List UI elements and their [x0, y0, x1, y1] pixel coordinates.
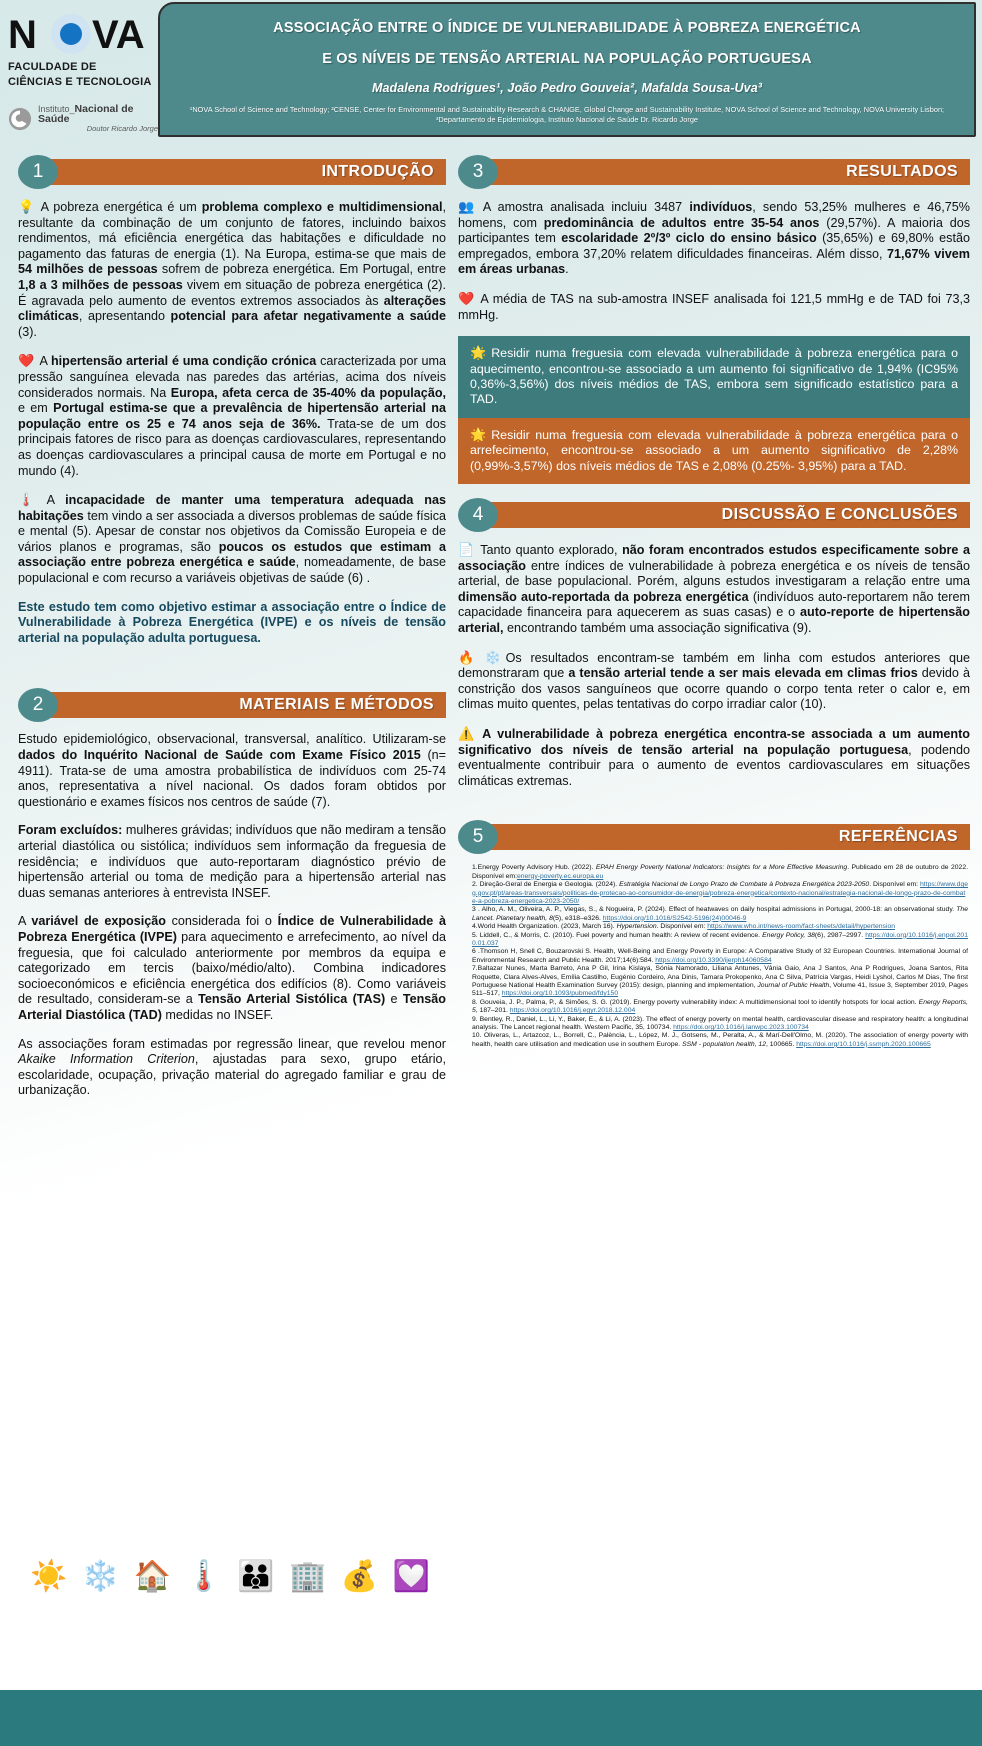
- document-icon: 📄: [458, 542, 476, 557]
- methods-p4-b: Akaike Information Criterion: [18, 1052, 195, 1067]
- intro-p2-d: Europa, afeta cerca de 35-40% da população,: [170, 385, 447, 400]
- ref3-b: (5), e318–e326.: [552, 914, 603, 922]
- section-title-materiais: MATERIAIS E MÉTODOS: [239, 696, 434, 714]
- ref8-i: Energy Reports, 5: [472, 998, 968, 1015]
- intro-p2-c: caracterizada por uma pressão sanguínea elevada nas paredes das artérias, acima dos níveis considerados normais. Na: [18, 354, 446, 400]
- results-p1-f: escolaridade 2º/3º ciclo do ensino básico: [561, 231, 817, 246]
- results-p1-i: .: [565, 262, 569, 277]
- intro-p3-e: , nomeadamente, de base populacional e com recurso a variáveis objetivas de saúde (6) .: [18, 555, 446, 586]
- highlight-box-heating: [458, 336, 970, 418]
- section-bar-discussao: [480, 502, 970, 528]
- ref4-a: 4.World Health Organization. (2023, March 16).: [472, 923, 617, 931]
- ref1-b: . Publicado em 28 de outubro de 2022. Disponível em:: [472, 864, 968, 880]
- ref8-link[interactable]: https://doi.org/10.1016/j.egyr.2018.12.004: [509, 1007, 636, 1015]
- reference-list: [472, 864, 968, 1049]
- footer-band: [0, 1690, 982, 1746]
- disc-p2-b: a tensão arterial tende a ser mais elevada em climas frios: [568, 666, 918, 681]
- disc-p1-d: dimensão auto-reportada da pobreza energética: [458, 589, 749, 604]
- discussion-paragraph-3: [458, 726, 970, 789]
- thermometer-icon: 🌡️: [18, 492, 42, 508]
- heart-icon: ❤️: [18, 353, 35, 369]
- money-icon: 💰: [340, 1560, 379, 1593]
- insa-text: [38, 104, 158, 134]
- discussion-paragraph-2: [458, 650, 970, 713]
- study-objective: Este estudo tem como objetivo estimar a associação entre o Índice de Vulnerabilidade à Pobreza Energética (IVPE) e os níveis de tensão arterial na população adulta portuguesa.: [18, 599, 446, 645]
- family-icon: 👪: [237, 1560, 275, 1593]
- ref8-b: , 187–201.: [475, 1007, 510, 1015]
- intro-p3-b: incapacidade de manter uma temperatura adequada nas habitações: [18, 493, 446, 523]
- ref4-b: . Disponível em:: [656, 923, 708, 931]
- insa-mark-icon: [8, 106, 32, 132]
- disc-p2-a: Os resultados encontram-se também em linha com estudos anteriores que demonstraram que: [458, 650, 970, 681]
- ref10-link[interactable]: https://doi.org/10.1016/j.ssmph.2020.100665: [796, 1040, 931, 1048]
- section-number-discussao: 4: [458, 498, 498, 532]
- reference-item-1: [472, 864, 968, 881]
- disc-p2-c: devido à constrição dos vasos sanguíneos que ocorre quando o corpo tenta reter o calor e, em climas muito quentes, pelas tentativas do corpo irradiar calor (10).: [458, 666, 970, 712]
- logo-group: [8, 14, 158, 134]
- heartbeat-icon: 💟: [392, 1560, 430, 1593]
- section-bar-materiais: [40, 692, 446, 718]
- intro-p1-g: vivem em situação de pobreza energética (2). É agravada pelo aumento de eventos extremos associados às: [18, 277, 446, 308]
- methods-p3-c: considerada foi o: [165, 914, 278, 929]
- ref2-a: 2. Direção-Geral de Energia e Geologia. (2024).: [472, 881, 620, 889]
- highlight-box-cooling: [458, 418, 970, 484]
- results-p1-a: A amostra analisada incluiu 3487: [482, 200, 690, 214]
- svg-text:VA: VA: [92, 14, 145, 57]
- disc-p3-a: A vulnerabilidade à pobreza energética encontra-se associada a um aumento significativo dos níveis de tensão arterial na população portuguesa: [458, 726, 970, 757]
- ref7-link[interactable]: https://doi.org/10.1093/pubmed/fdy150: [501, 990, 619, 998]
- methods-p2-b: mulheres grávidas; indivíduos que não mediram a tensão arterial diastólica ou sistólica; indivíduos sem informação da freguesia de residência; e indivíduos que auto-reportaram diagnóstico prévio de hipertensão arterial ou toma de medição para a hipertensão arterial nas duas semanas anteriores à entrevista INSEF.: [18, 823, 446, 900]
- section-number-resultados: 3: [458, 155, 498, 189]
- intro-p2-a: A: [39, 354, 51, 369]
- methods-p4-a: As associações foram estimadas por regressão linear, que revelou menor: [18, 1036, 446, 1051]
- highlight-heating-text: Residir numa freguesia com elevada vulnerabilidade à pobreza energética para o aquecimento, encontrou-se associado a um aumento foi significativo de 1,94% (IC95% 0,36%-3,56%) dos níveis médios de TAS, embora sem significado estatístico para a TAD.: [470, 346, 958, 407]
- insa-main: Nacional de Saúde: [38, 103, 134, 125]
- ref10-a: 10. Oliveras, L., Artazcoz, L., Borrell, C., Palència, L., López, M. J., Gotsens, M., Peralta, A., & Marí-Dell'Olmo, M. (2020). The association of energy poverty with health, health care utilisation and medication use in southern Europe.: [472, 1032, 968, 1048]
- section-header-materiais: [18, 688, 446, 722]
- ref7-b: , Volume 41, Issue 3, September 2019, Pages 511–517,: [472, 982, 968, 998]
- intro-p1-h: alterações climáticas: [18, 293, 446, 324]
- ref10-i: SSM - population health, 12: [682, 1040, 766, 1048]
- nova-logo-icon: [8, 14, 154, 58]
- author-list: Madalena Rodrigues¹, João Pedro Gouveia², Mafalda Sousa-Uva³: [371, 81, 763, 95]
- ref9-a: 9. Bentley, R., Daniel, L., Li, Y., Baker, E., & Li, A. (2023). The effect of energy poverty on mental health, cardiovascular disease and respiratory health: a longitudinal analysis. The Lancet regional health. Western Pacific, 35, 100734.: [472, 1015, 968, 1032]
- section-title-introducao: INTRODUÇÃO: [321, 163, 434, 180]
- ref8-a: 8. Gouveia, J. P., Palma, P., & Simões, S. G. (2019). Energy poverty vulnerability index: A multidimensional tool to identify hotspots for local action.: [472, 998, 919, 1006]
- discussion-paragraph-1: [458, 542, 970, 637]
- ref1-a: 1.Energy Poverty Advisory Hub. (2022).: [472, 864, 596, 872]
- poster-title-line-1: ASSOCIAÇÃO ENTRE O ÍNDICE DE VULNERABILIDADE À POBREZA ENERGÉTICA: [273, 20, 861, 36]
- disc-p1-b: não foram encontrados estudos especificamente sobre a associação: [458, 543, 970, 573]
- section-header-discussao: [458, 498, 970, 532]
- ref6-a: 6 .Thomson H, Snell C, Bouzarovski S. Health, Well-Being and Energy Poverty in Europe: A Comparative Study of 32 European Countries. International Journal of Environmental Research and Public Health. 2017;14(6):584.: [472, 948, 968, 964]
- poster-header: [0, 0, 982, 146]
- intro-paragraph-3: [18, 492, 446, 587]
- intro-p1-a: A pobreza energética é um: [40, 200, 202, 214]
- ref2-b: . Disponível em:: [869, 881, 921, 889]
- results-p1-g: (35,65%) e 69,80% estão empregados, embora 37,20% relatem dificuldades financeiras. Além disso,: [458, 231, 970, 261]
- methods-p1-b: dados do Inquérito Nacional de Saúde com Exame Físico 2015: [18, 748, 421, 763]
- ref6-link[interactable]: https://doi.org/10.3390/ijerph14060584: [655, 956, 772, 964]
- nova-faculty-line2: CIÊNCIAS E TECNOLOGIA: [8, 76, 152, 88]
- ref10-b: , 100665.: [765, 1040, 797, 1048]
- lightbulb-icon: 💡: [18, 199, 36, 214]
- intro-p1-f: 1,8 a 3 milhões de pessoas: [18, 277, 183, 292]
- methods-p4-c: , ajustadas para sexo, grupo etário, escolaridade, ocupação, privação material do agregado familiar e grau de urbanização.: [18, 1052, 446, 1098]
- methods-p2-a: Foram excluídos:: [18, 823, 123, 838]
- snowflake-icon: ❄️: [484, 649, 501, 665]
- sun-icon: ☀️: [30, 1560, 68, 1593]
- intro-p2-f: Portugal estima-se que a prevalência de hipertensão arterial na população entre os 25 e 74 anos seja de 36%.: [18, 401, 447, 431]
- methods-p3-d: Índice de Vulnerabilidade à Pobreza Energética (IVPE): [18, 914, 446, 944]
- ref3-link[interactable]: https://doi.org/10.1016/S2542-5196(24)00046-9: [602, 914, 747, 922]
- reference-item-9: [472, 1016, 968, 1033]
- methods-p3-g: e: [385, 992, 403, 1007]
- snowflake-icon-footer: ❄️: [81, 1560, 120, 1593]
- building-icon: 🏢: [288, 1560, 327, 1593]
- methods-p1-a: Estudo epidemiológico, observacional, transversal, analítico. Utilizaram-se: [18, 732, 446, 747]
- intro-paragraph-1: [18, 199, 446, 340]
- methods-paragraph-1: [18, 732, 446, 810]
- nova-faculty-line1: FACULDADE DE: [8, 61, 97, 73]
- ref5-b: (6), 2987–2997.: [814, 931, 866, 939]
- decorative-icon-row: [30, 1560, 430, 1594]
- people-icon: 👥: [458, 199, 478, 214]
- intro-p2-e: e em: [18, 401, 54, 416]
- reference-item-5: [472, 932, 968, 949]
- reference-item-3: [472, 906, 968, 923]
- heart-icon-results: ❤️: [458, 290, 476, 306]
- results-p1-e: (29,57%). A maioria dos participantes tem: [458, 215, 971, 246]
- section-bar-resultados: [480, 159, 970, 185]
- section-number-referencias: 5: [458, 820, 498, 854]
- section-number-materiais: 2: [18, 688, 58, 722]
- intro-p1-b: problema complexo e multidimensional: [201, 200, 443, 214]
- ref1-link[interactable]: energy-poverty.ec.europa.eu: [516, 872, 604, 880]
- intro-paragraph-2: [18, 353, 446, 479]
- ref5-link[interactable]: https://doi.org/10.1016/j.enpol.2010.01.037: [472, 931, 968, 947]
- disc-p1-g: encontrando também uma associação significativa (9).: [503, 620, 812, 635]
- results-paragraph-2: [458, 291, 970, 323]
- results-paragraph-1: [458, 199, 970, 278]
- left-column: [18, 155, 446, 1112]
- ref2-i: Estratégia Nacional de Longo Prazo de Combate à Pobreza Energética 2023-2050: [619, 881, 870, 889]
- disc-p1-a: Tanto quanto explorado,: [480, 543, 623, 557]
- affiliations: ¹NOVA School of Science and Technology; ²CENSE, Center for Environmental and Sustainability Research & CHANGE, Global Change and Sustainability Institute, NOVA School of Science and Technology, NOVA University Lisbon; ³Departamento de Epidemiologia, Instituto Nacional de Saúde Dr. Ricardo Jorge: [189, 105, 945, 124]
- disc-p3-b: , podendo eventualmente contribuir para o aumento de eventos cardiovasculares em situações climáticas extremas.: [458, 742, 970, 788]
- disc-p1-f: auto-reporte de hipertensão arterial,: [458, 605, 971, 635]
- poster-title-line-2: E OS NÍVEIS DE TENSÃO ARTERIAL NA POPULAÇÃO PORTUGUESA: [322, 51, 812, 67]
- reference-item-10: [472, 1032, 968, 1049]
- intro-p2-g: Trata-se de um dos principais fatores de risco para as doenças cardiovasculares, representando as doenças cardiovasculares a principal causa de morte em Portugal e no mundo (4).: [18, 416, 446, 478]
- methods-p3-f: Tensão Arterial Sistólica (TAS): [198, 992, 386, 1007]
- right-column: [458, 155, 970, 1049]
- intro-p3-d: poucos os estudos que estimam a associação entre pobreza energética e saúde: [18, 539, 447, 570]
- results-p1-b: indivíduos: [689, 200, 753, 214]
- methods-paragraph-3: [18, 914, 446, 1023]
- ref4-i: Hypertension: [616, 923, 657, 931]
- section-header-introducao: [18, 155, 446, 189]
- section-header-resultados: [458, 155, 970, 189]
- insa-sub: Doutor Ricardo Jorge: [86, 124, 158, 133]
- insa-logo-group: [8, 104, 158, 134]
- methods-paragraph-4: [18, 1037, 446, 1099]
- ref7-a: 7.Baltazar Nunes, Marta Barreto, Ana P Gil, Irina Kislaya, Sónia Namorado, Liliana Antunes, Vânia Gaio, Ana J Santos, Ana P Rodrigues, Joana Santos, Rita Roquette, Clara Alves-Alves, Emília Castilho, Eugénio Cordeiro, Ana Dinis, Tamara Prokopenko, Ana C Silva, Patrícia Vargas, Heidi Lyshol, Carlos M Dias, The first Portuguese National Health Examination Survey (2015): design, planning and implementation,: [472, 965, 968, 989]
- ref5-i: Energy Policy, 38: [762, 931, 815, 939]
- section-bar-referencias: [480, 824, 970, 850]
- ref9-link[interactable]: https://doi.org/10.1016/j.lanwpc.2023.100734: [673, 1024, 809, 1032]
- methods-p3-h: Tensão Arterial Diastólica (TAD): [18, 992, 446, 1022]
- section-title-discussao: DISCUSSÃO E CONCLUSÕES: [721, 506, 958, 523]
- section-number-introducao: 1: [18, 155, 58, 189]
- reference-item-8: [472, 999, 968, 1016]
- intro-p1-d: 54 milhões de pessoas: [18, 262, 158, 277]
- star-icon-cooling: 🌟: [470, 426, 489, 442]
- ref2-link[interactable]: https://www.dgeg.gov.pt/pt/areas-transversais/politicas-de-protecao-ao-consumidor-de-energia/pobreza-energetica/contexto-nacional/estrategia-nacional-de-longo-prazo-de-combate-a-pobreza-energetica-2023-2050/: [472, 881, 969, 905]
- intro-p1-c: , resultante da combinação de um conjunto de fatores, incluindo baixos rendimentos, má eficiência energética das habitações e dificuldade no pagamento das faturas de energia (1). Na Europa, estima-se que mais de: [18, 200, 446, 261]
- reference-item-2: [472, 881, 968, 906]
- disc-p1-c: entre índices de vulnerabilidade à pobreza energética e os níveis de tensão arterial, de base populacional. Porém, alguns estudos investigaram a relação entre uma: [458, 558, 970, 589]
- thermometer-icon-footer: 🌡️: [185, 1560, 223, 1593]
- intro-p3-a: A: [46, 493, 66, 508]
- results-p1-c: , sendo 53,25% mulheres e 46,75% homens, com: [458, 200, 970, 230]
- ref3-a: 3 . Alho, A. M., Oliveira, A. P., Viegas, S., & Nogueira, P. (2024). Effect of heatwaves on daily hospital admissions in Portugal, 2000-18: an observational study.: [472, 906, 957, 914]
- intro-p1-i: , apresentando: [78, 309, 171, 324]
- ref5-a: 5. Liddell, C., & Morris, C. (2010). Fuel poverty and human health: A review of recent evidence.: [472, 931, 763, 939]
- section-bar-introducao: [40, 159, 446, 185]
- house-icon: 🏠: [133, 1560, 171, 1593]
- ref1-i: EPAH Energy Poverty National Indicators: Insights for a More Effective Measuring: [595, 864, 848, 872]
- methods-p3-i: medidas no INSEF.: [161, 1007, 274, 1022]
- ref7-i: Journal of Public Health: [757, 982, 830, 989]
- reference-item-7: [472, 965, 968, 999]
- reference-item-6: [472, 948, 968, 965]
- reference-item-4: [472, 923, 968, 931]
- svg-text:N: N: [8, 14, 37, 57]
- results-p1-d: predominância de adultos entre 35-54 anos: [543, 215, 820, 230]
- intro-p1-j: potencial para afetar negativamente a saúde: [170, 309, 446, 324]
- results-p2-text: A média de TAS na sub-amostra INSEF analisada foi 121,5 mmHg e de TAD foi 73,3 mmHg.: [458, 291, 970, 322]
- methods-p3-b: variável de exposição: [31, 914, 166, 929]
- intro-p1-k: (3).: [18, 324, 37, 339]
- section-title-referencias: REFERÊNCIAS: [838, 828, 958, 846]
- ref3-i: The Lancet. Planetary health, 8: [472, 906, 968, 922]
- results-p1-h: 71,67% vivem em áreas urbanas: [458, 246, 971, 277]
- methods-p1-c: (n= 4911). Trata-se de uma amostra probabilística de indivíduos com 25-74 anos, representativa a nível nacional. Os dados foram obtidos por questionário e exames físicos nos centros de saúde (7).: [18, 748, 446, 809]
- intro-p3-c: tem vindo a ser associada a diversos problemas de saúde física e mental (5). Apesar de constar nos objetivos da Comissão Europeia e de vários planos e programas, são: [18, 508, 446, 554]
- intro-p2-b: hipertensão arterial é uma condição crónica: [50, 354, 317, 369]
- title-box: [158, 2, 976, 137]
- insa-prefix: Instituto_: [38, 104, 75, 114]
- methods-p3-a: A: [18, 914, 32, 929]
- highlight-cooling-text: Residir numa freguesia com elevada vulnerabilidade à pobreza energética para o arrefecimento, encontrou-se associado a um aumento significativo de 2,28% (0,99%-3,57%) dos níveis médios de TAS e 2,08% (0.25%- 3,95%) para a TAD.: [470, 427, 958, 473]
- disc-p1-e: (indivíduos auto-reportarem não terem capacidade financeira para aquecerem as suas casas) e o: [458, 589, 970, 620]
- methods-paragraph-2: [18, 823, 446, 901]
- ref4-link[interactable]: https://www.who.int/news-room/fact-sheets/detail/hypertension: [707, 923, 896, 931]
- fire-icon: 🔥: [458, 649, 480, 665]
- intro-p1-e: sofrem de pobreza energética. Em Portugal, entre: [157, 262, 446, 277]
- section-header-referencias: [458, 820, 970, 854]
- warning-icon: ⚠️: [458, 725, 478, 741]
- methods-p3-e: para aquecimento e arrefecimento, ao nível da freguesia, que foi calculado anteriormente por membros da equipa e categorizado em tercis (baixo/médio/alto). Combina indicadores socioeconómicos e eficiência energética dos edifícios (8). Como variáveis de resultado, consideram-se a: [18, 929, 446, 1007]
- section-title-resultados: RESULTADOS: [846, 163, 958, 180]
- star-icon-heating: 🌟: [470, 345, 489, 361]
